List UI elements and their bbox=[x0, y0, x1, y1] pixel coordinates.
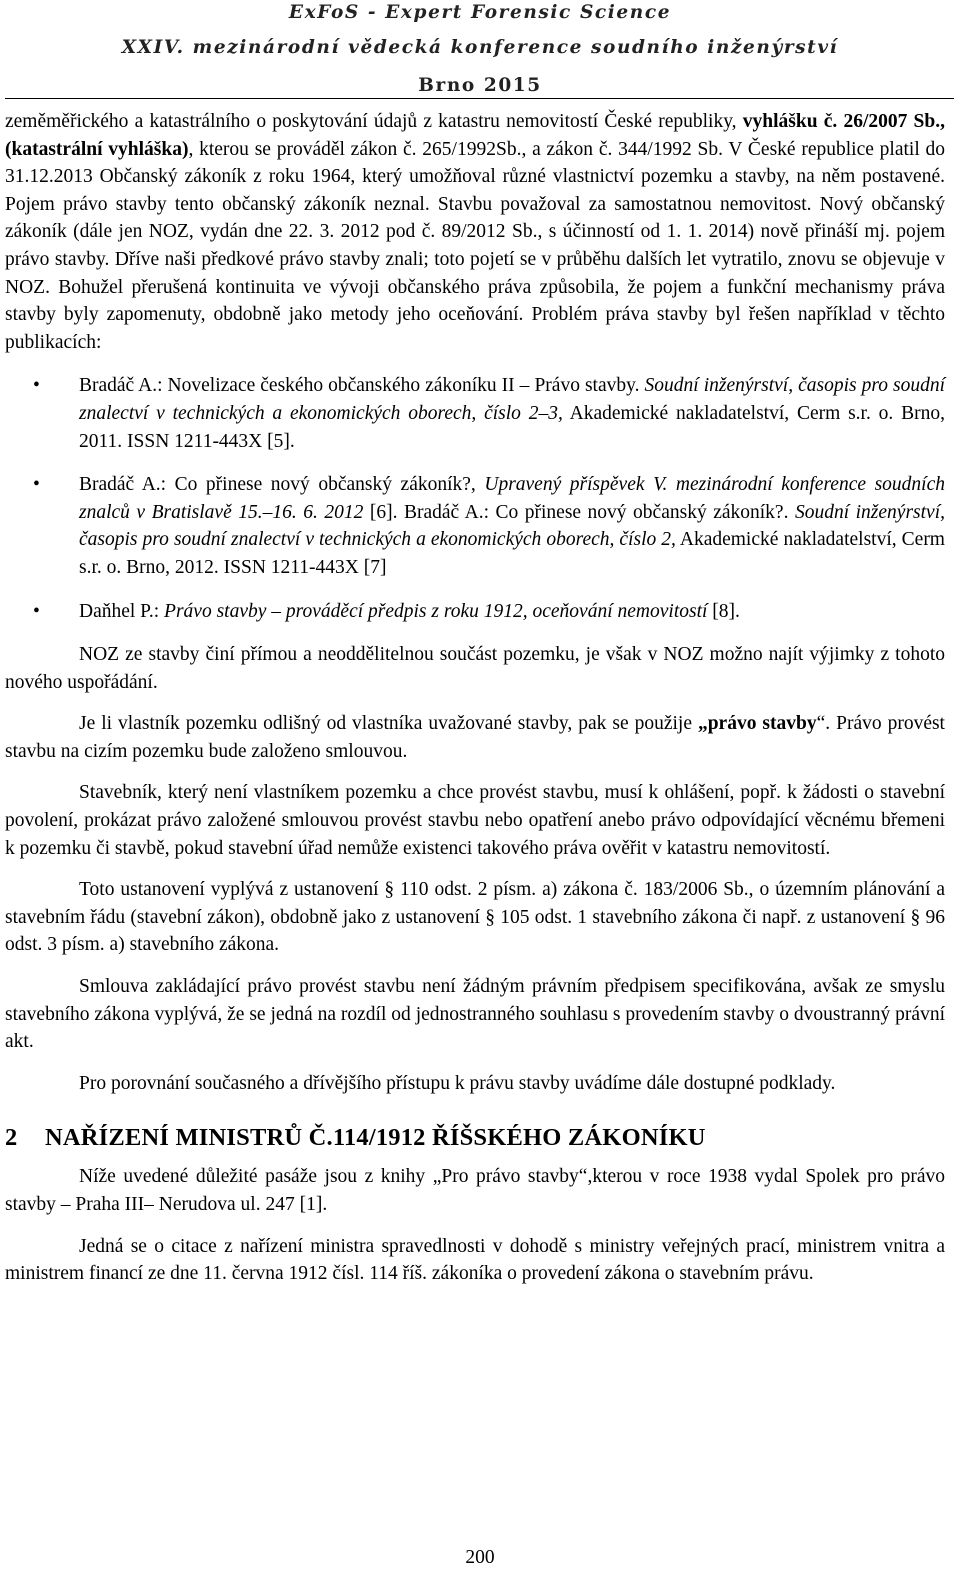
header-line-3: Brno 2015 bbox=[418, 75, 542, 96]
paragraph-2: NOZ ze stavby činí přímou a neoddělitelnou součást pozemku, je však v NOZ možno najít výjimky z tohoto nového uspořádání. bbox=[5, 644, 945, 693]
reference-item-2 bbox=[5, 471, 945, 581]
ref-2-journal: Soudní inženýrství, časopis pro soudní znalectví v technických a ekonomických oborech, číslo 2, bbox=[79, 501, 945, 551]
paragraph-1-text-a: zeměměřického a katastrálního o poskytování údajů z katastru nemovitostí České republiky, bbox=[5, 111, 743, 132]
paragraph-1-bold: vyhlášku č. 26/2007 Sb., (katastrální vyhláška) bbox=[5, 111, 945, 160]
ref-2-conference: Upravený příspěvek V. mezinárodní konference soudních znalců v Bratislavě 15.–16. 6. 2012 bbox=[79, 474, 945, 523]
reference-item-1 bbox=[5, 372, 945, 455]
reference-item-3 bbox=[5, 598, 945, 626]
ref-2-publisher: Akademické nakladatelství, Cerm s.r. o. Brno, 2012. ISSN 1211-443X [7] bbox=[79, 529, 945, 578]
paragraph-3-text-a: Je li vlastník pozemku odlišný od vlastníka uvažované stavby, pak se použije bbox=[79, 713, 698, 735]
section-title: NAŘÍZENÍ MINISTRŮ Č.114/1912 ŘÍŠSKÉHO ZÁKONÍKU bbox=[45, 1124, 706, 1152]
paragraph-3-bold: „právo stavby bbox=[697, 713, 817, 735]
paragraph-4: Stavebník, který není vlastníkem pozemku a chce provést stavbu, musí k ohlášení, popř. k žádosti o stavební povolení, prokázat právo založené smlouvou provést stavbu nebo opatření anebo právo odpovídající věcnému břemeni k pozemku či stavbě, pokud stavební úřad nemůže existenci takového práva ověřit v katastru nemovitostí. bbox=[5, 782, 945, 859]
bullet-icon: • bbox=[33, 600, 40, 622]
paragraph-3 bbox=[5, 710, 945, 765]
paragraph-9: Jedná se o citace z nařízení ministra spravedlnosti v dohodě s ministry veřejných prací, ministrem vnitra a ministrem financí ze dne 11. června 1912 čísl. 114 říš. zákoníka o provedení zákona o stavebním právu. bbox=[5, 1235, 945, 1285]
paragraph-1 bbox=[5, 108, 945, 356]
section-number: 2 bbox=[5, 1124, 18, 1152]
header-line-1: ExFoS - Expert Forensic Science bbox=[288, 2, 672, 23]
reference-list bbox=[5, 372, 945, 625]
paragraph-6: Smlouva zakládající právo provést stavbu není žádným právním předpisem specifikována, avšak ze smyslu stavebního zákona vyplývá, že se jedná na rozdíl od jednostranného souhlasu s provedením stavby o dvoustranný právní akt. bbox=[5, 976, 945, 1053]
paragraph-7: Pro porovnání současného a dřívějšího přístupu k právu stavby uvádíme dále dostupné podklady. bbox=[79, 1072, 836, 1094]
paragraph-5: Toto ustanovení vyplývá z ustanovení § 110 odst. 2 písm. a) zákona č. 183/2006 Sb., o územním plánování a stavebním řádu (stavební zákon), obdobně jako z ustanovení § 105 odst. 1 stavebního zákona či např. z ustanovení § 96 odst. 3 písm. a) stavebního zákona. bbox=[5, 879, 945, 956]
ref-3-title: Právo stavby – prováděcí předpis z roku 1912, oceňování nemovitostí bbox=[164, 600, 708, 622]
paragraph-3-text-b: “. Právo provést stavbu na cizím pozemku bude založeno smlouvou. bbox=[5, 713, 945, 762]
ref-1-author: Bradáč A.: Novelizace českého občanského zákoníku II – Právo stavby. bbox=[79, 375, 645, 397]
bullet-icon: • bbox=[33, 375, 40, 397]
ref-1-journal: Soudní inženýrství, časopis pro soudní znalectví v technických a ekonomických oborech, číslo 2–3, bbox=[79, 375, 945, 424]
bullet-icon: • bbox=[33, 474, 40, 496]
ref-3-number: [8]. bbox=[707, 600, 740, 622]
ref-2-middle: [6]. Bradáč A.: Co přinese nový občanský zákoník?. bbox=[363, 501, 795, 523]
ref-1-publisher: Akademické nakladatelství, Cerm s.r. o. Brno, 2011. ISSN 1211-443X [5]. bbox=[79, 402, 945, 452]
ref-2-author: Bradáč A.: Co přinese nový občanský zákoník?, bbox=[79, 474, 485, 496]
page-number: 200 bbox=[465, 1547, 495, 1568]
header-line-2: XXIV. mezinárodní vědecká konference soudního inženýrství bbox=[121, 37, 839, 58]
document-body bbox=[5, 108, 945, 1302]
ref-3-author: Daňhel P.: bbox=[79, 600, 165, 622]
header-rule bbox=[5, 98, 954, 99]
paragraph-8: Níže uvedené důležité pasáže jsou z knihy „Pro právo stavby“,kterou v roce 1938 vydal Spolek pro právo stavby – Praha III– Nerudova ul. 247 [1]. bbox=[5, 1166, 945, 1215]
section-heading bbox=[5, 1123, 945, 1153]
paragraph-1-text-b: , kterou se prováděl zákon č. 265/1992Sb., a zákon č. 344/1992 Sb. V České republice platil do 31.12.2013 Občanský zákoník z roku 1964, který umožňoval různé vlastnictví pozemku a stavby, na něm postavené. Pojem právo stavby tento občanský zákoník neznal. Stavbu považoval za samostatnou nemovitost. Nový občanský zákoník (dále jen NOZ, vydán dne 22. 3. 2012 pod č. 89/2012 Sb., s účinností od 1. 1. 2014) nově přináší mj. pojem právo stavby. Dříve naši předkové právo stavby znali; toto pojetí se v průběhu dalších let vytratilo, znovu se objevuje v NOZ. Bohužel přerušená kontinuita ve vývoji občanského práva způsobila, že pojem a funkční mechanismy práva stavby byly zapomenuty, obdobně jako metody jeho oceňování. Problém práva stavby byl řešen například v těchto publikacích: bbox=[5, 138, 945, 353]
